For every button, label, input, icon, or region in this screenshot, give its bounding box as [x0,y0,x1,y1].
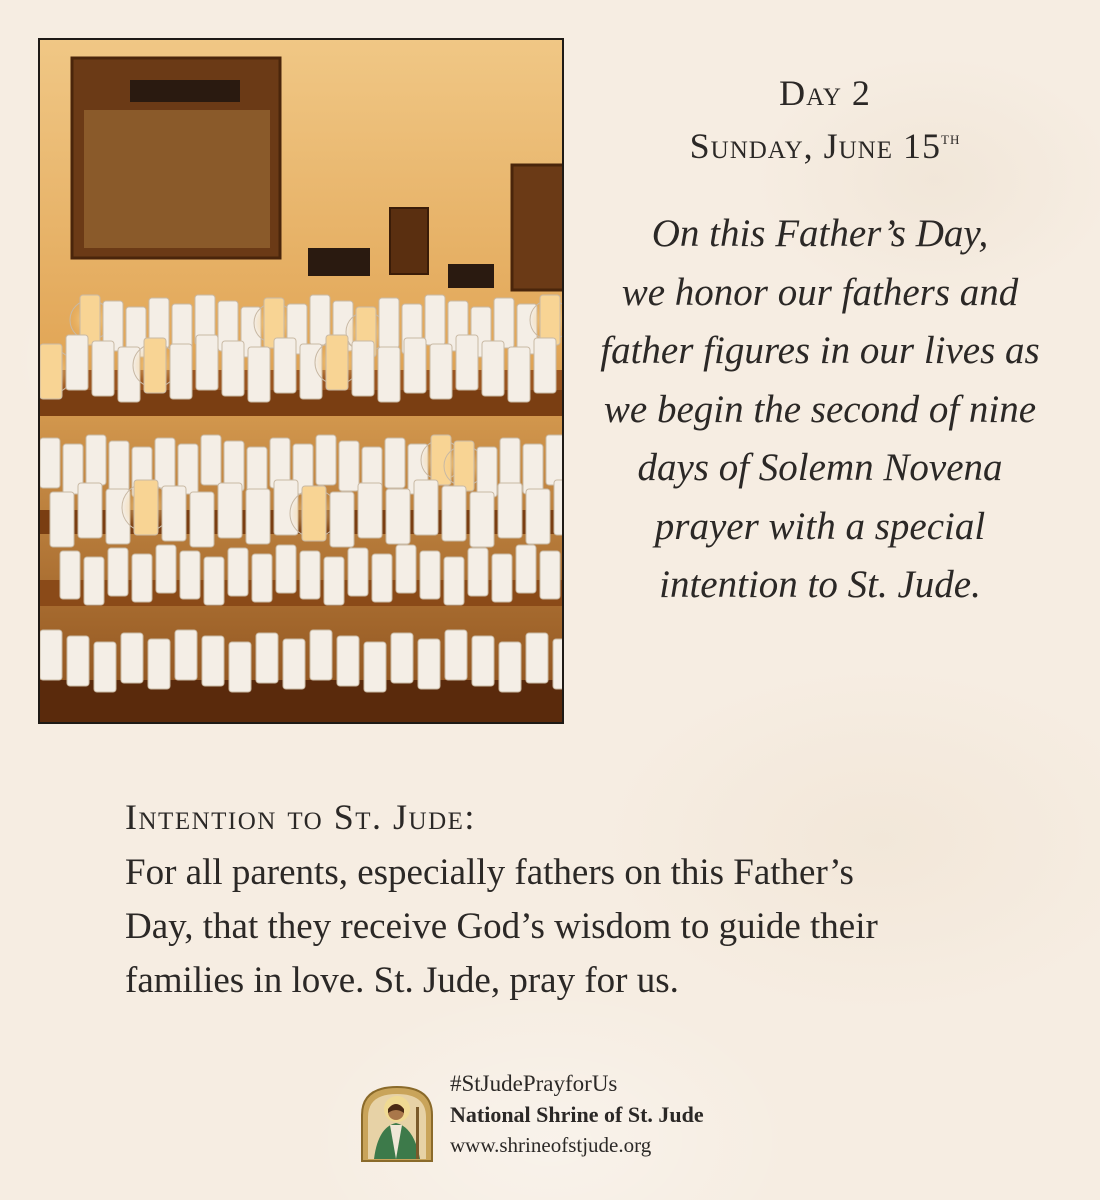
votive-candle [92,341,114,396]
votive-candle [337,636,359,686]
votive-candle [155,438,175,488]
intention-text [125,846,1005,1008]
votive-candle [196,335,218,390]
votive-candle [472,636,494,686]
day-title: Day 2 [779,73,871,113]
votive-candle [202,636,224,686]
date-line [600,125,1050,167]
votive-candle [456,335,478,390]
votive-candle [508,347,530,402]
votive-candle [40,344,62,399]
votive-candle [554,480,562,535]
votive-candle [86,435,106,485]
votive-candle [348,548,368,596]
votive-candle [108,548,128,596]
votive-candle [523,444,543,494]
votive-candle [339,441,359,491]
votive-candle [246,489,270,544]
votive-candle [132,554,152,602]
votive-candle [500,438,520,488]
st-jude-portrait-icon [360,1085,434,1163]
votive-candle [274,338,296,393]
votive-candle [222,341,244,396]
votive-candle [94,642,116,692]
votive-candle [379,298,399,348]
votive-candle [156,545,176,593]
votive-candle [78,483,102,538]
votive-candle [378,347,400,402]
votive-candle [352,341,374,396]
votive-candle [66,335,88,390]
intention-line: Day, that they receive God’s wisdom to guide their [125,906,878,947]
votive-candle [316,435,336,485]
votive-candle [67,636,89,686]
votive-candle [498,483,522,538]
shrine-name: National Shrine of St. Jude [450,1102,704,1127]
votive-candle [109,441,129,491]
votive-candle [358,483,382,538]
votive-candle [546,435,562,485]
reflection-line: On this Father’s Day, [651,212,989,255]
reflection-line: we begin the second of nine [603,387,1037,431]
votive-candle [396,545,416,593]
reflection-line: intention to St. Jude. [659,563,981,606]
votive-candle [180,551,200,599]
votive-candle [468,548,488,596]
votive-candle [470,492,494,547]
votive-candle [540,551,560,599]
reflection-line: we honor our fathers and [621,270,1019,314]
votive-candle [283,639,305,689]
votive-candle [40,630,62,680]
intention-line: For all parents, especially fathers on this Father’s [125,852,854,893]
votive-candle [420,551,440,599]
votive-candle [482,341,504,396]
votive-candle [121,633,143,683]
votive-candle [252,554,272,602]
votive-candle [414,480,438,535]
votive-candle [162,486,186,541]
votive-candle [300,551,320,599]
votive-candle [134,480,158,535]
votive-candle [302,486,326,541]
votive-candles-photo [38,38,564,724]
votive-candle [218,483,242,538]
votive-candle [553,639,562,689]
votive-candle [84,557,104,605]
reflection-line: prayer with a special [654,504,986,548]
votive-candle [442,486,466,541]
votive-candle [404,338,426,393]
votive-candle [444,557,464,605]
votive-candle [201,435,221,485]
footer [450,1068,704,1161]
votive-candle [170,344,192,399]
date-main: Sunday, June 15 [689,126,942,166]
votive-candle [324,557,344,605]
votive-candle [276,545,296,593]
reflection-text [570,205,1070,615]
votive-candle [372,554,392,602]
intention-heading: Intention to St. Jude: [125,797,476,837]
date-suffix: th [941,128,961,148]
votive-candle [204,557,224,605]
votive-candle [477,447,497,497]
votive-candle [60,551,80,599]
votive-candle [430,344,452,399]
votive-candle [534,338,556,393]
votive-candle [445,630,467,680]
votive-candle [364,642,386,692]
votive-candle [454,441,474,491]
reflection-line: father figures in our lives as [600,329,1040,372]
votive-candle [148,639,170,689]
votive-candle [175,630,197,680]
votive-candle [310,630,332,680]
votive-candle [391,633,413,683]
votive-candle [229,642,251,692]
votive-candle [425,295,445,345]
votive-candle [385,438,405,488]
votive-candle [516,545,536,593]
votive-candle [330,492,354,547]
website-link[interactable]: www.shrineofstjude.org [450,1133,652,1157]
votive-candle [326,335,348,390]
votive-candle [50,492,74,547]
votive-candle [526,489,550,544]
hashtag: #StJudePrayforUs [450,1071,618,1096]
votive-candle [190,492,214,547]
intention-line: families in love. St. Jude, pray for us. [125,960,679,1001]
votive-candle [248,347,270,402]
votive-candle [492,554,512,602]
votive-candle [386,489,410,544]
votive-candle [256,633,278,683]
votive-candle [40,438,60,488]
votive-candle [499,642,521,692]
votive-candle [526,633,548,683]
votive-candle [418,639,440,689]
reflection-line: days of Solemn Novena [637,446,1003,489]
votive-candle [228,548,248,596]
votive-candle [144,338,166,393]
